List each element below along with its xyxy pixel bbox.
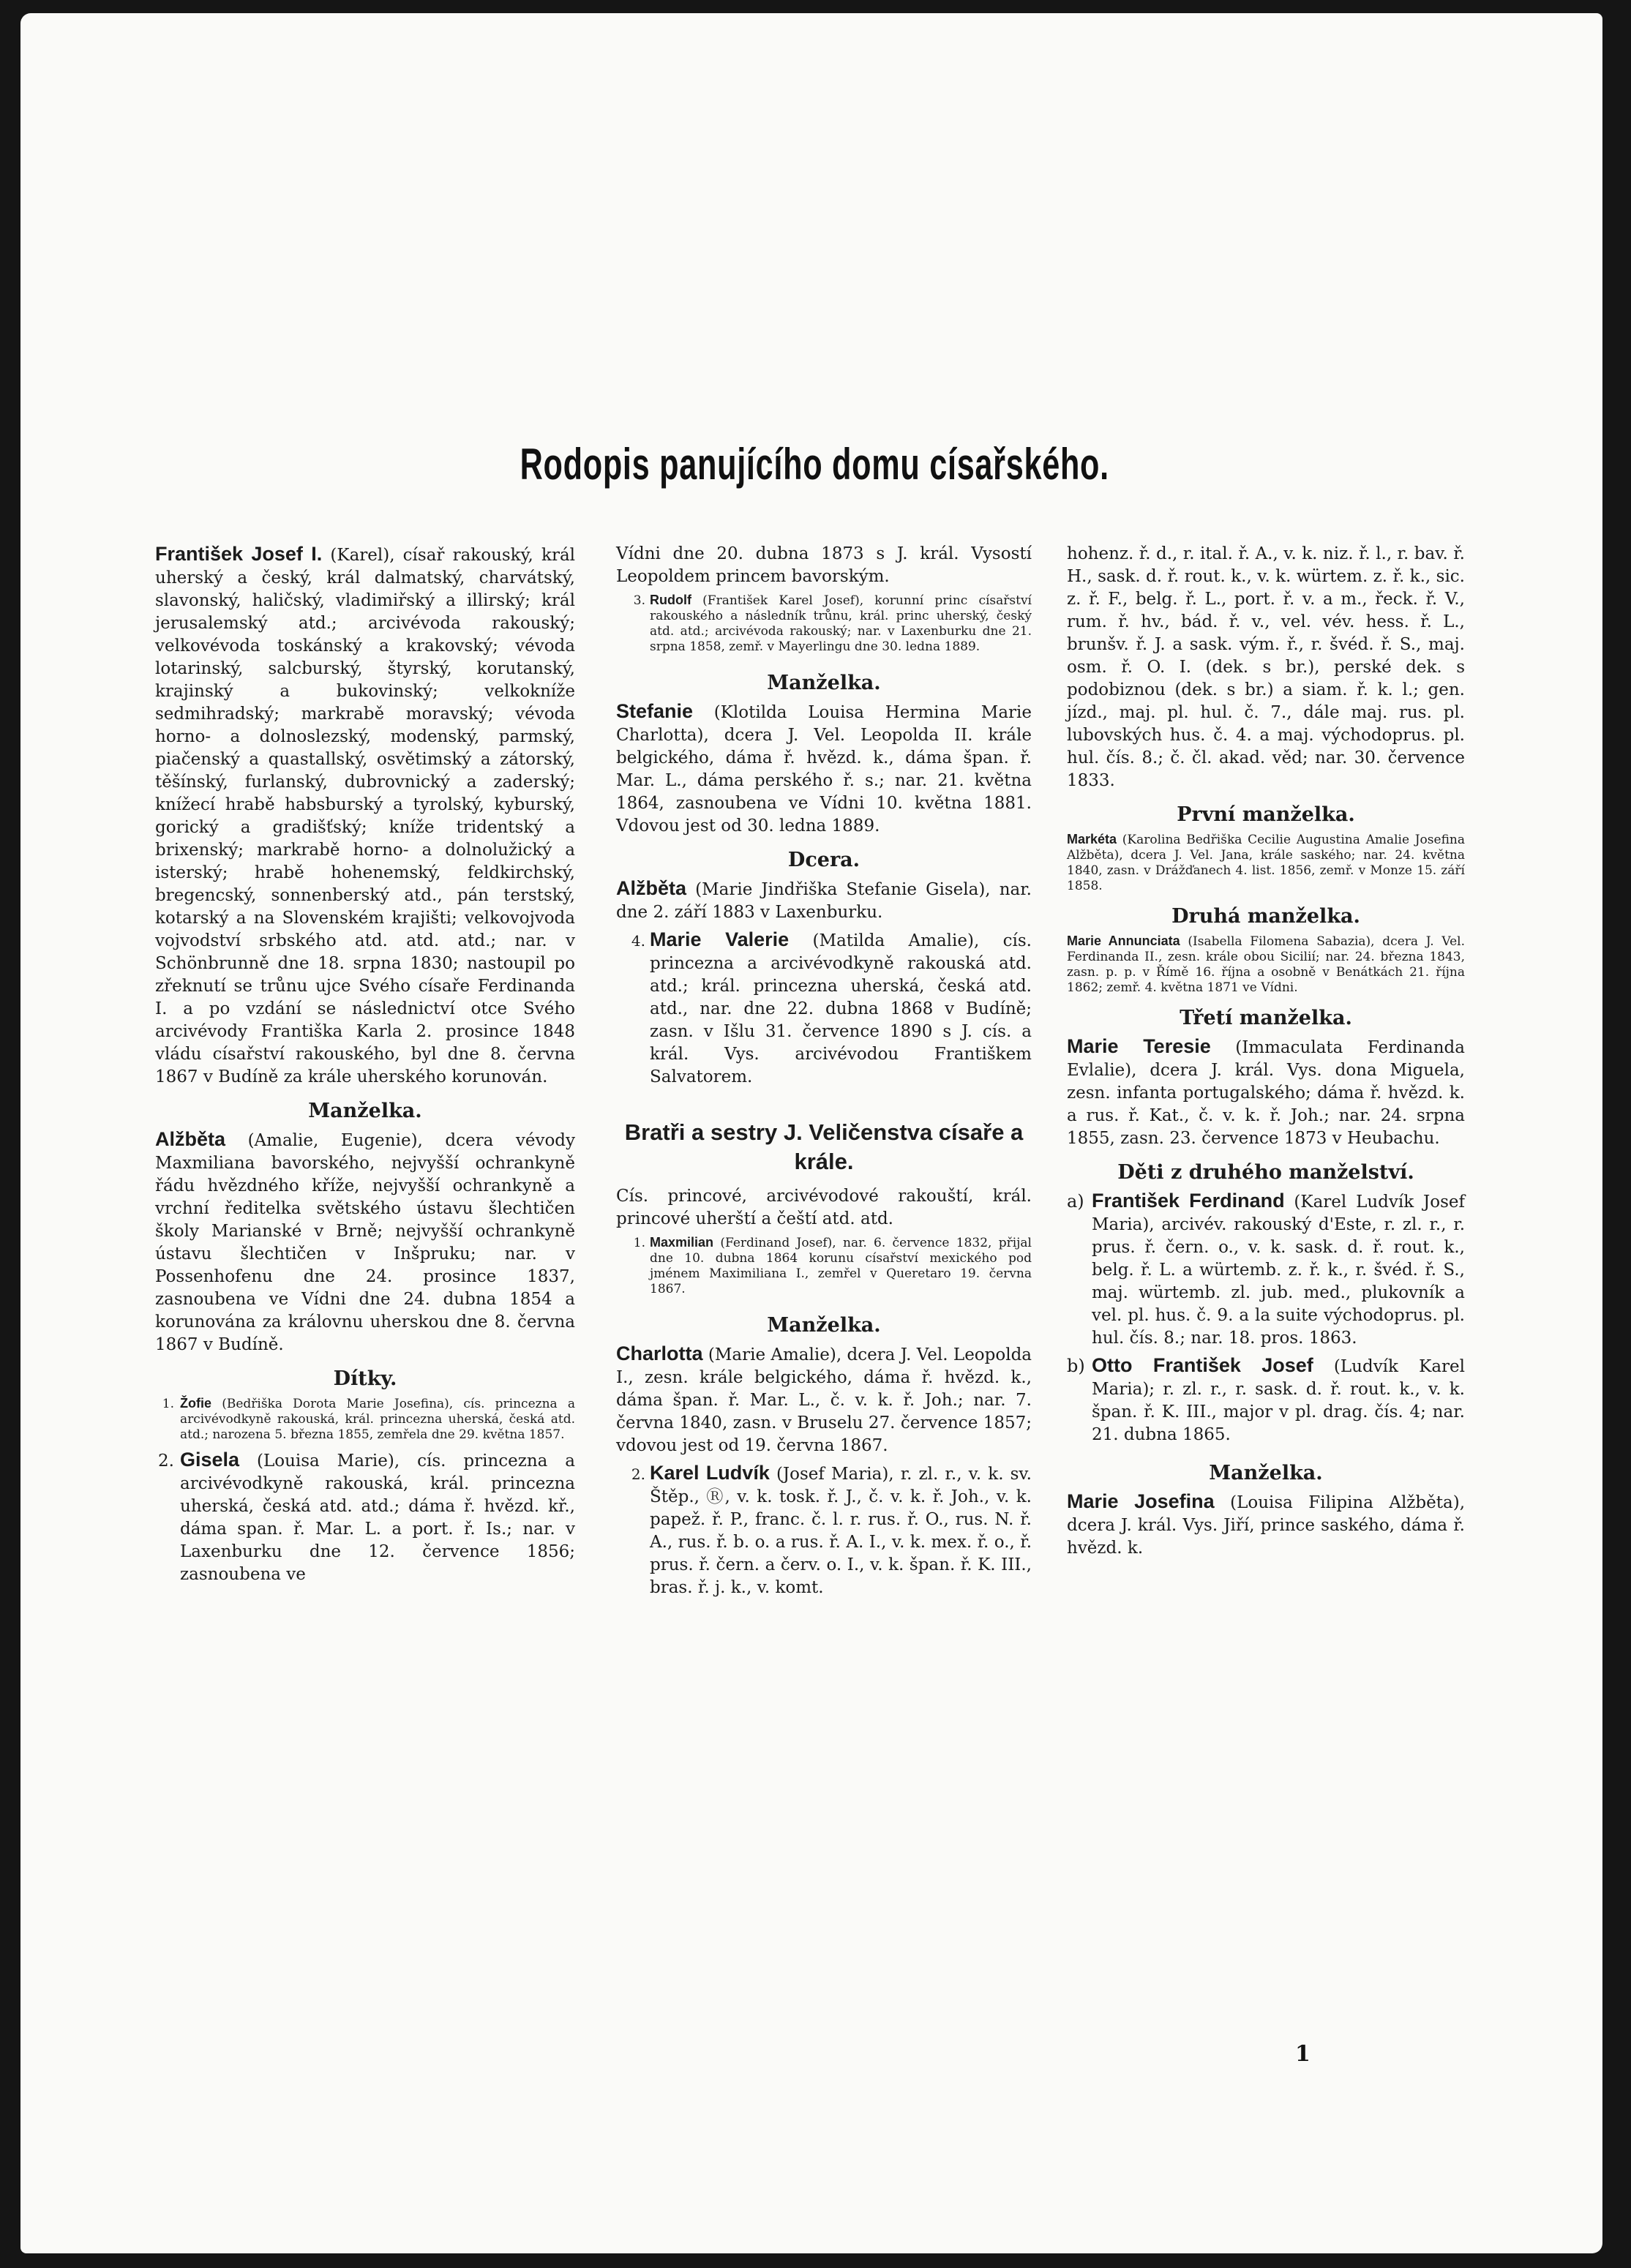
entry-text: (Bedřiška Dorota Marie Josefina), cís. princezna a arcivévodkyně rakouská, král. princezna uherská, česká atd. atd.; narozena 5. března 1855, zemřela dne 29. května 1857. <box>180 1397 575 1442</box>
section-heading-second-wife: Druhá manželka. <box>1171 905 1360 928</box>
entry-number: a) <box>1067 1191 1084 1212</box>
entry-text: (Karel Ludvík Josef Maria), arcivév. rakouský d'Este, r. zl. r., r. prus. ř. čern. o., v. k. sask. d. ř. rout. k., belg. ř. L. a würtemb. z. ř. k., r. švéd. ř. S., maj. würtemb. zl. jub. med., plukovník a vel. pl. hus. č. 9. a la suite východoprus. pl. hul. čís. 8.; nar. 18. pros. 1863. <box>1092 1193 1466 1348</box>
entry-text: (Josef Maria), r. zl. r., v. k. sv. Štěp., Ⓡ, v. k. tosk. ř. J., č. v. k. ř. Joh., v. k. papež. ř. P., franc. č. l. r. rus. ř. O., rus. N. ř. A., rus. ř. b. o. a rus. ř. A. I., v. k. mex. ř. o., ř. prus. ř. čern. a červ. o. I., v. k. špan. ř. K. III., bras. ř. j. k., v. komt. <box>650 1465 1032 1597</box>
entry-charlotta <box>616 1343 1032 1457</box>
entry-text: (Karel), císař rakouský, král uherský a český, král dalmatský, charvátský, slavonský, haličský, vladimiřský a illirský; král jerusalemský atd.; arcivévoda rakouský; velkovévoda toskánský a krakovský; vévoda lotarinský, salcburský, štyrský, korutanský, krajinský a bukovinský; velkokníže sedmihradský; markrabě moravský; vévoda horno- a dolnoslezský, modenský, parmský, piačenský a quastallský, osvětimský a zátorský, těšínský, furlanský, dubrovnický a zaderský; knížecí hrabě habsburský a tyrolský, kyburský, gorický a gradišťský; kníže tridentský a brixenský; markrabě horno- a dolnolužický a isterský; hrabě hohenemský, feldkirchský, bregencský, sonnenberský atd., pán terstský, kotarský a na Slovenském krajišti; velkovojvoda vojvodství srbského atd. atd. atd.; nar. v Schönbrunně dne 18. srpna 1830; nastoupil po zřeknutí se trůnu ujce Svého císaře Ferdinanda I. a po vzdání se následnictví otce Svého arcivévody Františka Karla 2. prosince 1848 vládu císařství rakouského, byl dne 8. června 1867 v Budíně za krále uherského korunován. <box>155 546 576 1086</box>
entry-name: Marie Annunciata <box>1067 934 1180 948</box>
entry-marie-valerie <box>616 928 1032 1093</box>
entry-number: 2. <box>158 1452 174 1471</box>
entry-name: František Josef I. <box>155 543 323 565</box>
entry-text: (Marie Jindřiška Stefanie Gisela), nar. dne 2. září 1883 v Laxenburku. <box>616 880 1032 922</box>
entry-name: Otto František Josef <box>1092 1354 1313 1376</box>
section-heading-second-marriage-children: Děti z druhého manželství. <box>1117 1161 1414 1184</box>
entry-text: (Louisa Marie), cís. princezna a arcivévodkyně rakouská, král. princezna uherská, česká atd. atd.; dáma ř. hvězd. kř., dáma span. ř. Mar. L. a port. ř. Is.; nar. v Laxenburku dne 12. července 1856; zasnoubena ve <box>180 1452 576 1584</box>
section-heading-first-wife: První manželka. <box>1177 803 1355 826</box>
entry-marketa <box>1067 832 1465 894</box>
page-number: 1 <box>1295 2041 1311 2067</box>
entry-stefanie <box>616 700 1032 838</box>
entry-alzbeta-daughter <box>616 877 1032 924</box>
entry-name: Stefanie <box>616 700 694 722</box>
entry-text: (František Karel Josef), korunní princ císařství rakouského a následník trůnu, král. princ uherský, český atd. atd.; arcivévoda rakouský; nar. v Laxenburku dne 21. srpna 1858, zemř. v Mayerlingu dne 30. ledna 1889. <box>650 593 1032 654</box>
entry-text: (Amalie, Eugenie), dcera vévody Maxmiliana bavorského, nejvyšší ochrankyně řádu hvězdného kříže, nejvyšší ochrankyně a vrchní ředitelka světského ústavu šlechtičen školy Marianské v Brně; nejvyšší ochrankyně ústavu šlechtičen v Inšpruku; nar. v Possenhofenu dne 24. prosince 1837, zasnoubena ve Vídni dne 24. dubna 1854 a korunována za královnu uherskou dne 8. června 1867 v Budíně. <box>155 1131 576 1354</box>
entry-number: 3. <box>633 593 645 608</box>
section-heading-third-wife: Třetí manželka. <box>1180 1007 1352 1029</box>
entry-text: (Matilda Amalie), cís. princezna a arcivévodkyně rakouská atd. atd.; král. princezna uherská, česká atd. atd., nar. dne 22. dubna 1868 v Budíně; zasn. v Išlu 31. července 1890 s J. cís. a král. Vys. arcivévodou Františkem Salvatorem. <box>650 931 1032 1086</box>
column-left <box>155 543 575 1591</box>
entry-number: 2. <box>631 1465 645 1483</box>
entry-zofie <box>155 1396 575 1449</box>
entry-karel-ludvik <box>616 1462 1032 1604</box>
entry-name: Marie Teresie <box>1067 1035 1211 1057</box>
entry-name: František Ferdinand <box>1092 1190 1285 1212</box>
entry-text: (Karolina Bedřiška Cecilie Augustina Amalie Josefina Alžběta), dcera J. Vel. Jana, krále saského; nar. 24. května 1840, zasn. v Drážďanech 4. list. 1856, zemř. v Monze 15. září 1858. <box>1067 833 1465 893</box>
entry-number: 1. <box>162 1397 174 1411</box>
entry-name: Alžběta <box>616 877 687 899</box>
section-heading-children: Dítky. <box>333 1367 397 1390</box>
entry-name: Karel Ludvík <box>650 1462 770 1484</box>
entry-name: Maxmilian <box>650 1235 714 1250</box>
entry-name: Žofie <box>180 1396 211 1411</box>
entry-text: (Marie Amalie), dcera J. Vel. Leopolda I., zesn. krále belgického, dáma ř. hvězd. k., dáma špan. ř. Mar. L., č. v. k. ř. Joh.; nar. 7. června 1840, zasn. v Bruselu 27. července 1857; vdovou jest od 19. června 1867. <box>616 1345 1032 1455</box>
entry-maxmilian <box>616 1235 1032 1303</box>
entry-otto-frantisek-josef <box>1067 1354 1465 1451</box>
entry-frantisek-josef <box>155 543 575 1089</box>
entry-marie-teresie <box>1067 1035 1465 1150</box>
entry-name: Rudolf <box>650 593 691 607</box>
entry-text: (Klotilda Louisa Hermina Marie Charlotta), dcera J. Vel. Leopolda II. krále belgického, dáma ř. hvězd. k., dáma špan. ř. Mar. L., dáma perského ř. s.; nar. 21. května 1864, zasnoubena ve Vídni 10. května 1881. Vdovou jest od 30. ledna 1889. <box>616 703 1032 836</box>
entry-number: 1. <box>633 1236 645 1250</box>
entry-number: b) <box>1067 1356 1085 1376</box>
entry-marie-josefina <box>1067 1490 1465 1560</box>
section-heading-otto-wife: Manželka. <box>1209 1462 1323 1484</box>
entry-name: Marie Josefina <box>1067 1490 1215 1512</box>
entry-karel-ludvik-continued: hohenz. ř. d., r. ital. ř. A., v. k. niz. ř. l., r. bav. ř. H., sask. d. ř. rout. k., v. k. würtem. z. ř. k., sic. z. ř. F., belg. ř. L., port. ř. v. a m., řeck. ř. V., rum. ř. hv., bád. ř. v., vel. vév. hess. ř. L., brunšv. ř. J. a sask. vým. ř., r. švéd. ř. S., maj. osm. ř. O. I. (dek. s br.), perské dek. s podobiznou (dek. s br.) a siam. ř. k. l.; gen. jízd., maj. pl. hul. č. 7., dále maj. rus. pl. lubovských hus. č. 4. a maj. východoprus. pl. hul. čís. 8.; č. čl. akad. věd; nar. 30. července 1833. <box>1067 544 1465 790</box>
section-heading-rudolf-wife: Manželka. <box>767 672 881 694</box>
entry-text: (Ferdinand Josef), nar. 6. července 1832, přijal dne 10. dubna 1864 korunu císařství mexického pod jménem Maximiliana I., zemřel v Queretaro 19. června 1867. <box>650 1236 1032 1296</box>
entry-name: Marie Valerie <box>650 928 790 950</box>
column-middle <box>616 543 1032 1604</box>
entry-name: Charlotta <box>616 1343 703 1364</box>
entry-marie-annunciata <box>1067 934 1465 996</box>
entry-text: (Louisa Filipina Alžběta), dcera J. král. Vys. Jiří, prince saského, dáma ř. hvězd. k. <box>1067 1493 1466 1558</box>
entry-number: 4. <box>631 932 645 950</box>
section-heading-daughter: Dcera. <box>787 849 861 871</box>
entry-text: (Immaculata Ferdinanda Evlalie), dcera J. král. Vys. dona Miguela, zesn. infanta portugalského; dáma ř. hvězd. k. a rus. ř. Kat., č. v. k. ř. Joh.; nar. 24. srpna 1855, zasn. 23. července 1873 v Heubachu. <box>1067 1038 1465 1148</box>
page-title: Rodopis panujícího domu císařského. <box>520 440 1109 489</box>
entry-gisela-continued: Vídni dne 20. dubna 1873 s J. král. Vysostí Leopoldem princem bavorským. <box>616 544 1032 586</box>
entry-alzbeta <box>155 1128 575 1356</box>
siblings-intro: Cís. princové, arcivévodové rakouští, král. princové uherští a čeští atd. atd. <box>616 1187 1032 1228</box>
entry-text: (Isabella Filomena Sabazia), dcera J. Vel. Ferdinanda II., zesn. krále obou Sicilií; nar. 24. března 1843, zasn. p. p. v Římě 16. října a osobně v Benátkách 21. října 1862; zemř. 4. května 1871 ve Vídni. <box>1067 934 1465 995</box>
section-heading-wife: Manželka. <box>308 1100 422 1122</box>
entry-rudolf <box>616 593 1032 661</box>
section-heading-siblings: Bratři a sestry J. Veličenstva císaře a krále. <box>624 1119 1024 1174</box>
entry-text: (Ludvík Karel Maria); r. zl. r., r. sask. d. ř. rout. k., v. k. špan. ř. K. III., major v pl. drag. čís. 4; nar. 21. dubna 1865. <box>1092 1357 1465 1444</box>
entry-frantisek-ferdinand <box>1067 1190 1465 1354</box>
entry-name: Markéta <box>1067 832 1117 846</box>
column-right <box>1067 543 1465 1564</box>
section-heading-maxmilian-wife: Manželka. <box>767 1314 881 1337</box>
entry-gisela <box>155 1449 575 1591</box>
entry-name: Alžběta <box>155 1128 226 1150</box>
entry-name: Gisela <box>180 1449 240 1471</box>
